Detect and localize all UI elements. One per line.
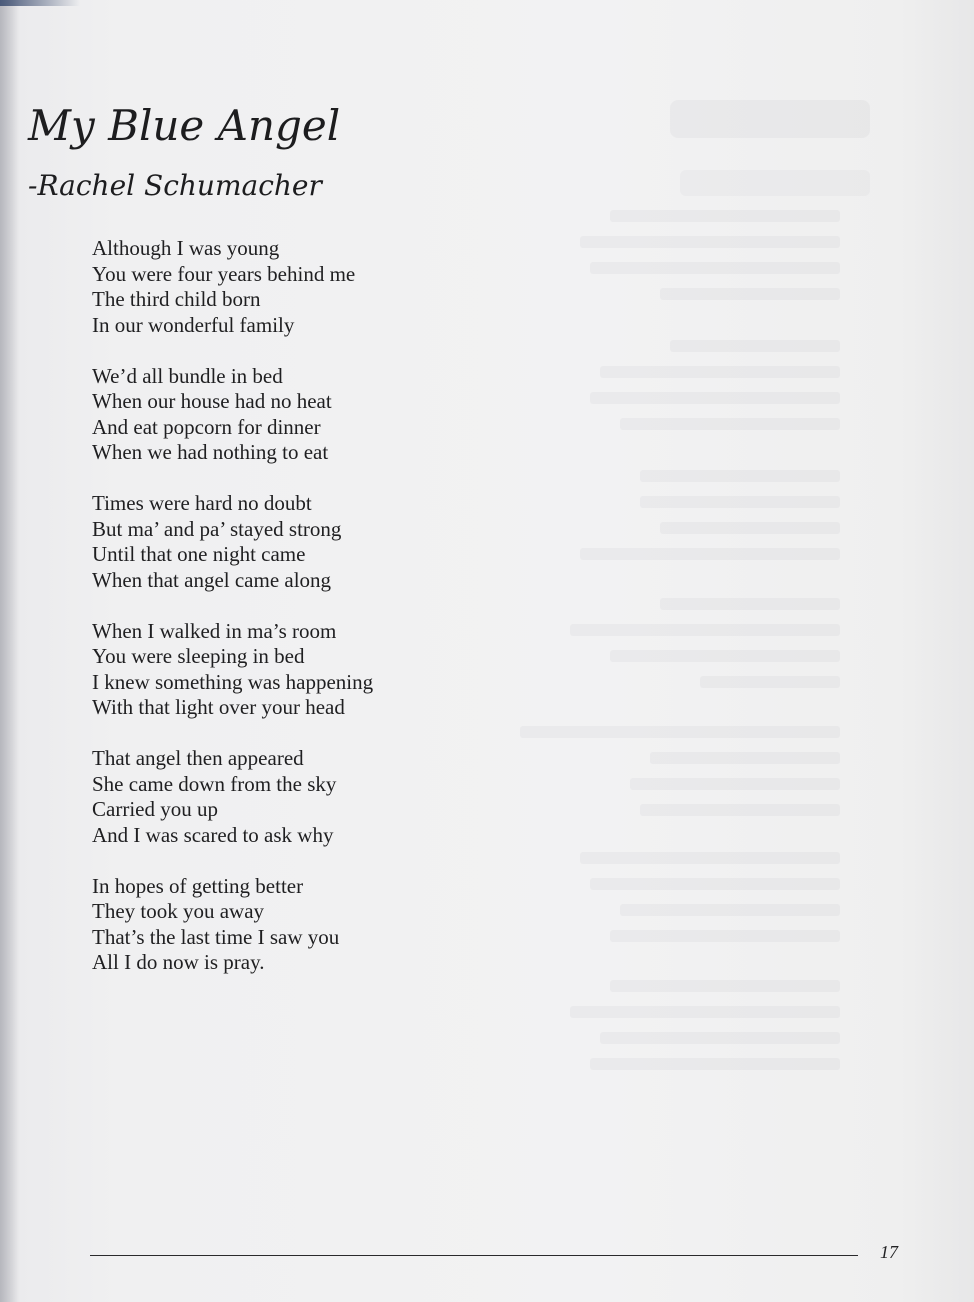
bleed-line [570,1006,840,1018]
poem-line: But ma’ and pa’ stayed strong [92,516,342,541]
page-number: 17 [880,1242,898,1262]
bleed-subtitle-shape [680,170,870,196]
stanza [92,746,472,848]
stanza [92,364,472,466]
poem-line: All I do now is pray. [92,950,265,974]
poem-line: You were four years behind me [92,261,356,286]
poem-line: With that light over your head [92,695,345,719]
poem-line: When our house had no heat [92,389,332,413]
poem-line: And eat popcorn for dinner [92,414,321,439]
stanza [92,619,472,721]
bleed-line [620,904,840,916]
poem-line: That’s the last time I saw you [92,924,340,949]
bleed-line [580,236,840,248]
bleed-line [630,778,840,790]
poem-line: In hopes of getting better [92,873,304,898]
poem-author: -Rachel Schumacher [28,169,322,202]
poem-line: I knew something was happening [92,669,374,694]
bleed-line [620,418,840,430]
poem-line: We’d all bundle in bed [92,363,283,388]
poem-title: My Blue Angel [28,101,341,150]
bleed-line [590,878,840,890]
bleed-line [590,1058,840,1070]
page-corner-edge [0,0,80,6]
bleed-line [660,598,840,610]
bleed-line [640,496,840,508]
bleed-line [520,726,840,738]
poem-line: Carried you up [92,797,218,821]
bleed-line [700,676,840,688]
footer-rule [90,1255,858,1256]
stanza [92,491,472,593]
poem-line: Times were hard no doubt [92,491,312,515]
stanza [92,874,472,976]
poem-line: Although I was young [92,236,280,260]
bleed-line [610,930,840,942]
poem-line: When I walked in ma’s room [92,618,337,643]
bleed-line [660,522,840,534]
bleed-line [610,980,840,992]
poem-line: And I was scared to ask why [92,822,334,847]
poem-line: She came down from the sky [92,771,337,796]
bleed-line [640,470,840,482]
bleed-line [580,852,840,864]
bleed-line [640,804,840,816]
bleed-line [580,548,840,560]
bleed-title-shape [670,100,870,138]
bleed-line [670,340,840,352]
poem-line: The third child born [92,287,261,311]
bleed-line [590,392,840,404]
bleed-line [570,624,840,636]
poem-line: When that angel came along [92,567,332,592]
stanza [92,236,472,338]
bleed-line [600,1032,840,1044]
bleed-through-text [510,90,930,1110]
bleed-line [650,752,840,764]
bleed-line [660,288,840,300]
poem-line: They took you away [92,899,265,923]
spine-shadow [0,0,20,1302]
bleed-line [590,262,840,274]
bleed-line [610,210,840,222]
poem-body [92,236,472,1001]
bleed-line [610,650,840,662]
poem-line: You were sleeping in bed [92,644,305,668]
poem-line: That angel then appeared [92,746,304,770]
poem-line: Until that one night came [92,542,306,566]
bleed-line [600,366,840,378]
poem-line: In our wonderful family [92,312,295,337]
poem-line: When we had nothing to eat [92,440,329,464]
